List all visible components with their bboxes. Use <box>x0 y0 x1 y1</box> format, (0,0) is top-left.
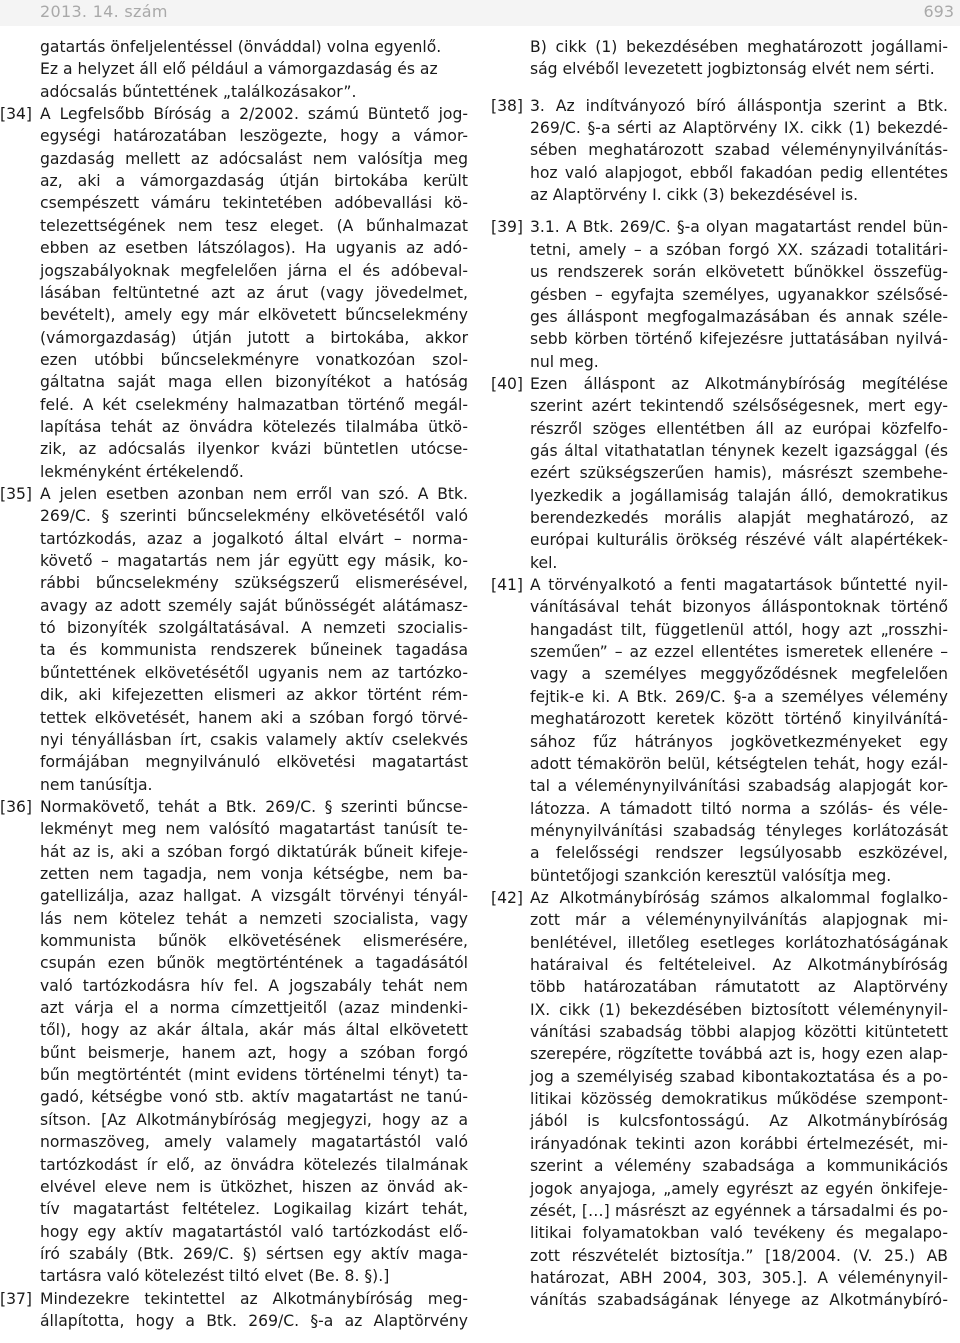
text-line: IX. cikk (1) bekezdésében biztosított véleménynyil- <box>530 1000 948 1019</box>
text-line: ezen utóbbi bűncselekményre vonatkozóan szol- <box>40 350 468 369</box>
text-line: kommunista bűnök elkövetésének elismerésére, <box>40 932 468 950</box>
paragraph-number: [42] <box>491 888 524 907</box>
text-line: tartásra való kötelezést tiltó elvet (Be. 8. §).] <box>40 1267 390 1286</box>
text-line: felé. A két cselekmény halmazatban történő megál- <box>40 395 468 414</box>
text-line: adócsalás bűntettének „találkozásakor”. <box>40 82 357 101</box>
text-line: az Alaptörvény I. cikk (3) bekezdésével is. <box>530 186 859 205</box>
text-line: tartózkodás, azaz a jogalkotó által elvárt – norma- <box>40 529 468 548</box>
text-line: Mindezekre tekintettel az Alkotmánybíróság meg- <box>40 1289 468 1308</box>
text-line: büntetőjogi szankción keresztül valósítja meg. <box>530 866 892 885</box>
text-line: sához fűz hátrányos jogkövetkezményeket egy <box>530 732 948 751</box>
text-line: sebb körben történő kifejezésre juttatásában nyilvá- <box>530 330 948 349</box>
text-line: 269/C. §-a sérti az Alaptörvény IX. cikk (1) bekezdé- <box>530 119 948 138</box>
text-line: Ezen álláspont az Alkotmánybíróság megítélése <box>530 374 948 393</box>
text-line: vánítási szabadság többi alapjog közötti kitüntetett <box>530 1023 948 1042</box>
text-line: gésben – egyfajta személyes, ugyanakkor szélsősé- <box>530 285 948 304</box>
text-line: zését, […] másrészt az egyénnek a társadalmi és po- <box>530 1201 948 1220</box>
text-line: tartózkodást ír elő, az önvádra kötelezés tilalmának <box>40 1155 468 1174</box>
text-line: gazdaság mellett az adócsalást nem valósítja meg <box>40 149 468 168</box>
text-line: avagy az adott személy saját bűnösségét alátámasz- <box>40 596 468 615</box>
text-line: író szabály (Btk. 269/C. §) sértsen egy aktív maga- <box>40 1244 468 1263</box>
text-line: lekményt meg nem valósító magatartást tanúsít te- <box>40 820 468 839</box>
text-line: gatartás önfeljelentéssel (önváddal) volna egyenlő. <box>40 38 442 56</box>
text-line: gás által vitathatatlan ténynek kezelt igazsággal (és <box>530 441 948 460</box>
issue-date: 2013. 14. szám <box>40 2 168 21</box>
text-line: lyezkedik a jogállamiság talaján álló, demokratikus <box>530 486 948 505</box>
text-line: (vámorgazdaság) útján jutott a birtokába, akkor <box>40 328 468 347</box>
text-line: rábbi bűncselekmény szükségszerű elismerésével, <box>40 574 468 593</box>
text-line: gáltatna saját maga ellen bizonyítékot a hatóság <box>40 373 468 392</box>
text-line: vagy a személyes meggyőződésnek megfelelően <box>530 665 948 684</box>
text-line: vánításával tehát bizonyos álláspontoknak történő <box>530 598 948 617</box>
text-line: szerint a vélemény szabadsága a kommunikációs <box>530 1157 948 1176</box>
paragraph-number: [40] <box>491 374 524 393</box>
text-line: tó bizonyíték szolgáltatásával. A nemzeti szocialis- <box>40 619 468 638</box>
text-line: Ez a helyzet áll elő például a vámorgazdaság és az <box>40 60 438 79</box>
text-line: jogszabályoknak megfelelően járna el és adóbeval- <box>40 261 468 280</box>
paragraph-number: [37] <box>0 1289 33 1308</box>
text-line: nul meg. <box>530 352 599 371</box>
text-line: A törvényalkotó a fenti magatartások bűntetté nyil- <box>530 576 948 595</box>
text-line: fejtik-e ki. A Btk. 269/C. §-a a személyes vélemény <box>530 687 948 706</box>
text-line: sítson. [Az Alkotmánybíróság megjegyzi, hogy az a <box>40 1110 468 1129</box>
text-line: dik, aki kifejezetten elismeri az akkor történt rém- <box>40 686 468 705</box>
text-line: hoz való alapjogot, ebből fakadóan pedig ellentétes <box>530 163 948 182</box>
text-line: csempészett vámáru tekintetében adóbevallási kö- <box>40 194 468 213</box>
text-line: ges álláspont megfogalmazásában és annak széle- <box>530 307 948 326</box>
paragraph-number: [35] <box>0 485 33 503</box>
text-line: A jelen esetben azonban nem erről van szó. A Btk. <box>40 485 468 503</box>
text-line: lapítása tehát az önvádra kötelezés tilalmába ütkö- <box>40 417 468 436</box>
text-line: tetni, amely – a szóban forgó XX. századi totalitári- <box>530 240 948 259</box>
text-line: bevételt), amely egy már elkövetett bűncselekmény <box>40 306 468 325</box>
text-line: gatellizálja, azaz hallgat. A vizsgált törvényi tényál- <box>40 887 468 906</box>
text-line: követő – magatartás nem jár együtt egy másik, ko- <box>40 552 468 571</box>
text-line: 3. Az indítványozó bíró álláspontja szerint a Btk. <box>530 96 948 115</box>
text-line: normaszöveg, amely valamely magatartástól való <box>40 1133 468 1152</box>
text-line: határaival és feltételeivel. Az Alkotmánybíróság <box>530 956 948 974</box>
text-line: egységi határozatában leszögezte, hogy a vámor- <box>40 127 468 146</box>
text-line: Az Alkotmánybíróság számos alkalommal foglalko- <box>530 888 948 907</box>
text-line: jog a személyiség szabad kibontakoztatása és a po- <box>530 1067 948 1086</box>
text-line: szerepére, rögzítette továbbá azt is, hogy ezen alap- <box>530 1045 948 1064</box>
text-line: hogy egy aktív magatartástól való tartózkodást elő- <box>40 1222 468 1241</box>
text-line: adott témakörön belül, kétségtelen tehát, hogy ezál- <box>530 754 948 773</box>
paragraph-number: [41] <box>491 576 524 595</box>
page-header <box>0 0 960 26</box>
text-line: több határozatában rámutatott az Alaptörvény <box>530 978 948 997</box>
paragraph-number: [39] <box>491 218 524 237</box>
text-line: való tartózkodásra hív fel. A jogszabály tehát nem <box>40 976 468 995</box>
text-line: gadó, kétségbe vonó stb. aktív magatartást ne tanú- <box>40 1088 468 1107</box>
text-line: a felelősségi rendszer legsúlyosabb eszközével, <box>530 844 948 863</box>
text-line: határozat, ABH 2004, 303, 305.]. A véleménynyil- <box>530 1268 948 1287</box>
text-line: azt várja el a norma címzettjeitől (azaz mindenki- <box>40 999 468 1018</box>
text-line: meghatározott keretek között történő kinyilvánítá- <box>530 710 948 729</box>
text-line: állapította, hogy a Btk. 269/C. §-a az Alaptörvény <box>40 1311 468 1330</box>
text-line: kel. <box>530 553 558 572</box>
text-line: tettek elkövetését, hanem aki a szóban forgó törvé- <box>40 708 468 727</box>
text-line: A Legfelsőbb Bíróság a 2/2002. számú Büntető jog- <box>40 105 468 124</box>
paragraph-number: [38] <box>491 96 524 115</box>
text-line: litikai közösség demokratikus működése szempont- <box>530 1090 948 1109</box>
text-line: us rendszerek során elkövetett bűnökkel összefüg- <box>530 263 948 282</box>
text-line: Normakövető, tehát a Btk. 269/C. § szerinti bűncse- <box>40 797 468 816</box>
text-line: berendezkedés morális alapját meghatározó, az <box>530 509 948 527</box>
text-line: sében meghatározott szabad véleménynyilvánítás- <box>530 141 948 160</box>
text-line: elvével eleve nem is ütközhet, hiszen az önvád ak- <box>40 1177 468 1196</box>
text-line: bűn megtörténtét (mint evidens történelmi tényt) ta- <box>40 1066 468 1085</box>
text-line: ezért szükségszerűen hamis), másrészt szembehe- <box>530 464 948 483</box>
text-line: formájában megnyilvánuló elkövetési magatartást <box>40 753 468 772</box>
text-line: szerint azért tekintendő szélsőségesnek, mert egy- <box>530 397 948 416</box>
text-line: lás nem kötelez tehát a nemzeti szocialista, vagy <box>40 909 468 928</box>
text-line: ság elvéből levezetett jogbiztonság elvét nem sérti. <box>530 60 935 79</box>
text-line: 269/C. § szerinti bűncselekmény elkövetésétől való <box>40 507 468 526</box>
text-line: hangadást tilt, függetlenül attól, hogy azt „rosszhi- <box>530 620 948 639</box>
text-line: zott már a véleménynyilvánítás alapjognak mi- <box>530 911 948 930</box>
text-line: B) cikk (1) bekezdésében meghatározott jogállami- <box>530 38 948 56</box>
text-line: zott részvételét biztosítja.” [18/2004. (V. 25.) AB <box>530 1246 948 1265</box>
text-line: tal a véleménynyilvánítási szabadság alapjogát kor- <box>530 777 948 796</box>
text-line: európai kulturális örökség részévé vált alapértékek- <box>530 531 948 550</box>
text-line: az, aki a vámorgazdaság útján birtokába került <box>40 172 468 191</box>
text-line: zetten nem tagadja, nem vonja kétségbe, nem ba- <box>40 864 468 883</box>
page-number: 693 <box>923 2 954 21</box>
text-line: szeműen” – az ezzel ellentétes ismeretek ellenére – <box>530 643 948 662</box>
text-line: jogok anyajoga, „amely egyrészt az egyén önkifeje- <box>530 1179 948 1198</box>
text-line: telezettségének nem tesz eleget. (A bűnhalmazat <box>40 216 468 235</box>
paragraph-number: [34] <box>0 105 33 124</box>
text-line: től), hogy az akár általa, akár más által elkövetett <box>40 1021 468 1040</box>
text-line: nyi tényállásban írt, csakis valamely aktív cselekvés <box>40 730 468 749</box>
text-line: litikai folyamatokban való tevékeny és megalapo- <box>530 1224 948 1243</box>
text-line: 3.1. A Btk. 269/C. §-a olyan magatartást rendel bün- <box>530 218 948 237</box>
text-line: csupán ezen bűnök megtörténtének a tagadásától <box>40 954 468 973</box>
text-line: benlétével, illetőleg esetleges korlátozhatóságának <box>530 933 948 952</box>
text-line: lekményként értékelendő. <box>40 462 244 481</box>
text-line: vánítás szabadságának lényege az Alkotmánybíró- <box>530 1291 948 1310</box>
text-line: hát az is, aki a szóban forgó diktatúrák bűneit kifeje- <box>40 842 468 861</box>
text-line: jából is kulcsfontosságú. Az Alkotmánybíróság <box>530 1112 948 1131</box>
text-line: ménynyilvánítási szabadság tényleges korlátozását <box>530 821 948 840</box>
text-line: zik, az adócsalás ilyenkor kvázi büntetlen utócse- <box>40 440 468 459</box>
text-line: nem tanúsítja. <box>40 775 153 794</box>
text-line: irányadónak tekinti azon korábbi értelmezését, mi- <box>530 1134 948 1153</box>
paragraph-number: [36] <box>0 797 33 816</box>
text-line: bűnt beismerje, hanem azt, hogy a szóban forgó <box>40 1043 468 1062</box>
text-line: bűntettének elkövetésétől ugyanis nem az tartózko- <box>40 663 468 682</box>
text-line: ebben az esetben látszólagos). Ha ugyanis az adó- <box>40 239 468 258</box>
text-line: lásában feltüntetné azt az árut (vagy jövedelmet, <box>40 283 468 302</box>
text-line: látozza. A támadott tiltó norma a szólás- és véle- <box>530 799 948 818</box>
text-line: tív magatartást feltételez. Logikailag kizárt tehát, <box>40 1200 468 1219</box>
text-line: részről szöges ellentétben áll az európai közfelfo- <box>530 419 948 438</box>
text-line: ta és kommunista rendszerek bűneinek tagadása <box>40 641 468 660</box>
